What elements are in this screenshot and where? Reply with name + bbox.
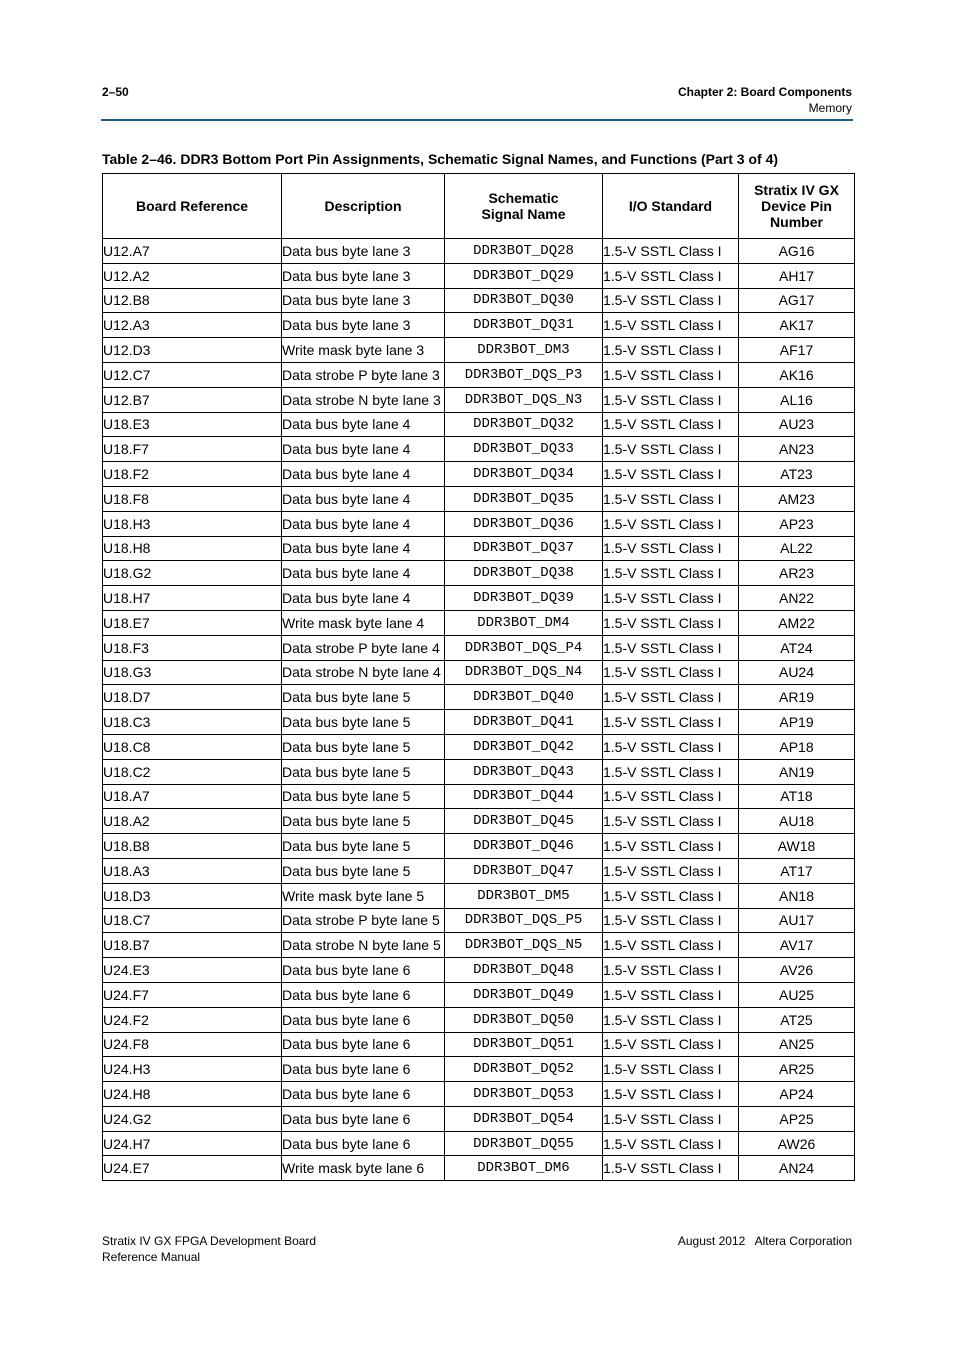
cell-io-standard: 1.5-V SSTL Class I [603,834,739,859]
table-row [103,437,855,462]
cell-signal-name: DDR3BOT_DQ47 [445,858,603,883]
cell-io-standard: 1.5-V SSTL Class I [603,759,739,784]
cell-pin-number: AN23 [739,437,855,462]
cell-io-standard: 1.5-V SSTL Class I [603,610,739,635]
footer-title-line1: Stratix IV GX FPGA Development Board [102,1234,317,1248]
cell-description: Data bus byte lane 4 [282,511,445,536]
cell-board-reference: U18.F3 [103,635,282,660]
cell-signal-name: DDR3BOT_DQ46 [445,834,603,859]
cell-signal-name: DDR3BOT_DQS_N4 [445,660,603,685]
cell-signal-name: DDR3BOT_DQ43 [445,759,603,784]
cell-io-standard: 1.5-V SSTL Class I [603,288,739,313]
cell-pin-number: AG17 [739,288,855,313]
cell-io-standard: 1.5-V SSTL Class I [603,1106,739,1131]
cell-board-reference: U18.A7 [103,784,282,809]
cell-description: Data bus byte lane 5 [282,759,445,784]
cell-description: Data strobe P byte lane 5 [282,908,445,933]
cell-pin-number: AT25 [739,1007,855,1032]
cell-io-standard: 1.5-V SSTL Class I [603,858,739,883]
cell-io-standard: 1.5-V SSTL Class I [603,313,739,338]
cell-pin-number: AN24 [739,1156,855,1181]
cell-pin-number: AU24 [739,660,855,685]
column-header-io-standard: I/O Standard [603,174,739,239]
table-row [103,288,855,313]
cell-description: Write mask byte lane 3 [282,338,445,363]
cell-signal-name: DDR3BOT_DQ33 [445,437,603,462]
cell-io-standard: 1.5-V SSTL Class I [603,412,739,437]
table-row [103,834,855,859]
cell-board-reference: U24.H3 [103,1057,282,1082]
cell-description: Data strobe N byte lane 4 [282,660,445,685]
table-row [103,486,855,511]
cell-description: Data bus byte lane 5 [282,809,445,834]
cell-signal-name: DDR3BOT_DQ44 [445,784,603,809]
cell-description: Data bus byte lane 3 [282,288,445,313]
cell-description: Data bus byte lane 6 [282,982,445,1007]
cell-board-reference: U18.B7 [103,933,282,958]
cell-description: Data bus byte lane 5 [282,858,445,883]
cell-signal-name: DDR3BOT_DQ29 [445,263,603,288]
cell-signal-name: DDR3BOT_DQS_P5 [445,908,603,933]
footer-document-title [102,1233,316,1265]
cell-pin-number: AN18 [739,883,855,908]
cell-board-reference: U18.A2 [103,809,282,834]
cell-pin-number: AM23 [739,486,855,511]
cell-board-reference: U18.H8 [103,536,282,561]
table-row [103,313,855,338]
cell-io-standard: 1.5-V SSTL Class I [603,536,739,561]
cell-pin-number: AR25 [739,1057,855,1082]
page-number: 2–50 [102,85,129,99]
cell-io-standard: 1.5-V SSTL Class I [603,561,739,586]
cell-io-standard: 1.5-V SSTL Class I [603,635,739,660]
cell-signal-name: DDR3BOT_DM5 [445,883,603,908]
cell-description: Write mask byte lane 4 [282,610,445,635]
cell-signal-name: DDR3BOT_DM6 [445,1156,603,1181]
cell-board-reference: U12.A7 [103,239,282,264]
cell-description: Data bus byte lane 3 [282,313,445,338]
cell-pin-number: AT23 [739,462,855,487]
cell-board-reference: U12.D3 [103,338,282,363]
cell-pin-number: AN22 [739,586,855,611]
cell-board-reference: U18.D3 [103,883,282,908]
cell-pin-number: AM22 [739,610,855,635]
cell-board-reference: U18.B8 [103,834,282,859]
cell-description: Write mask byte lane 5 [282,883,445,908]
table-row [103,362,855,387]
cell-description: Data bus byte lane 5 [282,834,445,859]
cell-io-standard: 1.5-V SSTL Class I [603,1007,739,1032]
table-row [103,536,855,561]
cell-signal-name: DDR3BOT_DQ28 [445,239,603,264]
table-row [103,685,855,710]
cell-description: Data bus byte lane 5 [282,734,445,759]
table-body [103,239,855,1181]
cell-io-standard: 1.5-V SSTL Class I [603,660,739,685]
cell-io-standard: 1.5-V SSTL Class I [603,239,739,264]
cell-description: Data bus byte lane 4 [282,486,445,511]
cell-description: Data bus byte lane 4 [282,412,445,437]
table-row [103,982,855,1007]
cell-description: Data bus byte lane 6 [282,1032,445,1057]
cell-signal-name: DDR3BOT_DQ34 [445,462,603,487]
cell-board-reference: U18.E3 [103,412,282,437]
cell-io-standard: 1.5-V SSTL Class I [603,486,739,511]
cell-pin-number: AP18 [739,734,855,759]
table-row [103,933,855,958]
table-row [103,908,855,933]
cell-io-standard: 1.5-V SSTL Class I [603,1032,739,1057]
cell-pin-number: AL22 [739,536,855,561]
cell-board-reference: U12.A3 [103,313,282,338]
cell-io-standard: 1.5-V SSTL Class I [603,511,739,536]
cell-board-reference: U24.F2 [103,1007,282,1032]
cell-signal-name: DDR3BOT_DQ55 [445,1131,603,1156]
column-header-description: Description [282,174,445,239]
cell-pin-number: AN19 [739,759,855,784]
cell-signal-name: DDR3BOT_DQ40 [445,685,603,710]
cell-pin-number: AU25 [739,982,855,1007]
cell-pin-number: AN25 [739,1032,855,1057]
cell-board-reference: U24.E3 [103,958,282,983]
cell-signal-name: DDR3BOT_DQ38 [445,561,603,586]
header-rule [101,119,853,121]
table-row [103,1082,855,1107]
cell-description: Data bus byte lane 6 [282,1131,445,1156]
cell-io-standard: 1.5-V SSTL Class I [603,933,739,958]
cell-io-standard: 1.5-V SSTL Class I [603,387,739,412]
table-row [103,462,855,487]
table-row [103,1032,855,1057]
cell-description: Data bus byte lane 3 [282,263,445,288]
cell-signal-name: DDR3BOT_DQ41 [445,710,603,735]
table-row [103,1131,855,1156]
cell-description: Data bus byte lane 6 [282,1082,445,1107]
cell-board-reference: U18.H7 [103,586,282,611]
cell-signal-name: DDR3BOT_DQ50 [445,1007,603,1032]
chapter-title: Chapter 2: Board Components [677,85,852,99]
cell-description: Data strobe P byte lane 3 [282,362,445,387]
cell-pin-number: AV26 [739,958,855,983]
table-row [103,1057,855,1082]
table-row [103,586,855,611]
cell-io-standard: 1.5-V SSTL Class I [603,437,739,462]
cell-pin-number: AV17 [739,933,855,958]
cell-board-reference: U18.C2 [103,759,282,784]
cell-io-standard: 1.5-V SSTL Class I [603,462,739,487]
cell-io-standard: 1.5-V SSTL Class I [603,685,739,710]
cell-signal-name: DDR3BOT_DQ37 [445,536,603,561]
cell-signal-name: DDR3BOT_DM3 [445,338,603,363]
table-row [103,338,855,363]
cell-io-standard: 1.5-V SSTL Class I [603,958,739,983]
cell-pin-number: AU18 [739,809,855,834]
cell-description: Data bus byte lane 4 [282,437,445,462]
cell-description: Data bus byte lane 4 [282,561,445,586]
cell-description: Data bus byte lane 5 [282,685,445,710]
cell-io-standard: 1.5-V SSTL Class I [603,263,739,288]
column-header-board-reference: Board Reference [103,174,282,239]
cell-signal-name: DDR3BOT_DQ45 [445,809,603,834]
cell-io-standard: 1.5-V SSTL Class I [603,1057,739,1082]
cell-io-standard: 1.5-V SSTL Class I [603,1082,739,1107]
cell-description: Data bus byte lane 6 [282,1057,445,1082]
cell-board-reference: U24.G2 [103,1106,282,1131]
cell-board-reference: U18.G3 [103,660,282,685]
cell-io-standard: 1.5-V SSTL Class I [603,1156,739,1181]
cell-board-reference: U18.F8 [103,486,282,511]
cell-board-reference: U18.H3 [103,511,282,536]
cell-pin-number: AT17 [739,858,855,883]
cell-board-reference: U12.B8 [103,288,282,313]
cell-signal-name: DDR3BOT_DQS_N3 [445,387,603,412]
cell-description: Data strobe P byte lane 4 [282,635,445,660]
cell-pin-number: AH17 [739,263,855,288]
cell-board-reference: U18.F7 [103,437,282,462]
cell-signal-name: DDR3BOT_DQ36 [445,511,603,536]
cell-board-reference: U18.A3 [103,858,282,883]
cell-pin-number: AK17 [739,313,855,338]
table-header-row [103,174,855,239]
pin-assignment-table [102,173,855,1181]
table-row [103,635,855,660]
cell-board-reference: U18.C8 [103,734,282,759]
cell-board-reference: U24.F8 [103,1032,282,1057]
table-row [103,263,855,288]
cell-signal-name: DDR3BOT_DQ52 [445,1057,603,1082]
cell-signal-name: DDR3BOT_DQS_P4 [445,635,603,660]
table-row [103,784,855,809]
cell-pin-number: AW18 [739,834,855,859]
cell-description: Data bus byte lane 6 [282,958,445,983]
column-header-device-pin-number: Stratix IV GX Device Pin Number [739,174,855,239]
cell-io-standard: 1.5-V SSTL Class I [603,784,739,809]
table-row [103,610,855,635]
table-row [103,1156,855,1181]
cell-description: Data strobe N byte lane 5 [282,933,445,958]
cell-board-reference: U24.H7 [103,1131,282,1156]
table-row [103,809,855,834]
cell-board-reference: U12.C7 [103,362,282,387]
cell-description: Data bus byte lane 5 [282,784,445,809]
cell-signal-name: DDR3BOT_DQ32 [445,412,603,437]
cell-pin-number: AF17 [739,338,855,363]
table-row [103,734,855,759]
cell-board-reference: U24.F7 [103,982,282,1007]
cell-io-standard: 1.5-V SSTL Class I [603,908,739,933]
cell-description: Data bus byte lane 6 [282,1106,445,1131]
cell-pin-number: AL16 [739,387,855,412]
cell-description: Data bus byte lane 3 [282,239,445,264]
cell-description: Data bus byte lane 4 [282,462,445,487]
cell-board-reference: U12.B7 [103,387,282,412]
cell-io-standard: 1.5-V SSTL Class I [603,586,739,611]
cell-pin-number: AR23 [739,561,855,586]
table-row [103,660,855,685]
cell-signal-name: DDR3BOT_DQS_P3 [445,362,603,387]
cell-pin-number: AP19 [739,710,855,735]
table-row [103,239,855,264]
cell-signal-name: DDR3BOT_DQ54 [445,1106,603,1131]
cell-io-standard: 1.5-V SSTL Class I [603,734,739,759]
cell-signal-name: DDR3BOT_DQ48 [445,958,603,983]
cell-io-standard: 1.5-V SSTL Class I [603,809,739,834]
cell-signal-name: DDR3BOT_DQ49 [445,982,603,1007]
cell-signal-name: DDR3BOT_DQ42 [445,734,603,759]
cell-pin-number: AT18 [739,784,855,809]
table-row [103,883,855,908]
table-row [103,387,855,412]
cell-pin-number: AU23 [739,412,855,437]
cell-io-standard: 1.5-V SSTL Class I [603,710,739,735]
cell-description: Data strobe N byte lane 3 [282,387,445,412]
table-row [103,710,855,735]
cell-io-standard: 1.5-V SSTL Class I [603,1131,739,1156]
cell-pin-number: AK16 [739,362,855,387]
table-row [103,412,855,437]
footer-title-line2: Reference Manual [102,1250,201,1264]
cell-io-standard: 1.5-V SSTL Class I [603,883,739,908]
footer-date-company: August 2012 Altera Corporation [677,1234,852,1248]
cell-signal-name: DDR3BOT_DQS_N5 [445,933,603,958]
cell-signal-name: DDR3BOT_DM4 [445,610,603,635]
table-row [103,759,855,784]
table-caption: Table 2–46. DDR3 Bottom Port Pin Assignments, Schematic Signal Names, and Functions (Part 3 of 4) [102,151,779,167]
table-row [103,561,855,586]
cell-board-reference: U12.A2 [103,263,282,288]
cell-pin-number: AP24 [739,1082,855,1107]
cell-pin-number: AG16 [739,239,855,264]
cell-pin-number: AU17 [739,908,855,933]
cell-description: Data bus byte lane 4 [282,586,445,611]
cell-board-reference: U18.E7 [103,610,282,635]
cell-signal-name: DDR3BOT_DQ53 [445,1082,603,1107]
cell-pin-number: AP25 [739,1106,855,1131]
cell-pin-number: AP23 [739,511,855,536]
cell-io-standard: 1.5-V SSTL Class I [603,982,739,1007]
cell-pin-number: AT24 [739,635,855,660]
cell-board-reference: U18.C7 [103,908,282,933]
cell-signal-name: DDR3BOT_DQ39 [445,586,603,611]
table-row [103,511,855,536]
cell-board-reference: U18.D7 [103,685,282,710]
cell-signal-name: DDR3BOT_DQ30 [445,288,603,313]
cell-pin-number: AR19 [739,685,855,710]
cell-board-reference: U24.E7 [103,1156,282,1181]
cell-description: Data bus byte lane 5 [282,710,445,735]
cell-signal-name: DDR3BOT_DQ51 [445,1032,603,1057]
cell-board-reference: U24.H8 [103,1082,282,1107]
cell-signal-name: DDR3BOT_DQ31 [445,313,603,338]
cell-pin-number: AW26 [739,1131,855,1156]
cell-board-reference: U18.C3 [103,710,282,735]
cell-description: Data bus byte lane 4 [282,536,445,561]
cell-io-standard: 1.5-V SSTL Class I [603,338,739,363]
cell-board-reference: U18.G2 [103,561,282,586]
table-row [103,958,855,983]
cell-board-reference: U18.F2 [103,462,282,487]
cell-signal-name: DDR3BOT_DQ35 [445,486,603,511]
column-header-schematic-signal-name: Schematic Signal Name [445,174,603,239]
cell-description: Write mask byte lane 6 [282,1156,445,1181]
table-row [103,1007,855,1032]
table-row [103,1106,855,1131]
section-title: Memory [808,101,852,115]
cell-description: Data bus byte lane 6 [282,1007,445,1032]
cell-io-standard: 1.5-V SSTL Class I [603,362,739,387]
table-row [103,858,855,883]
